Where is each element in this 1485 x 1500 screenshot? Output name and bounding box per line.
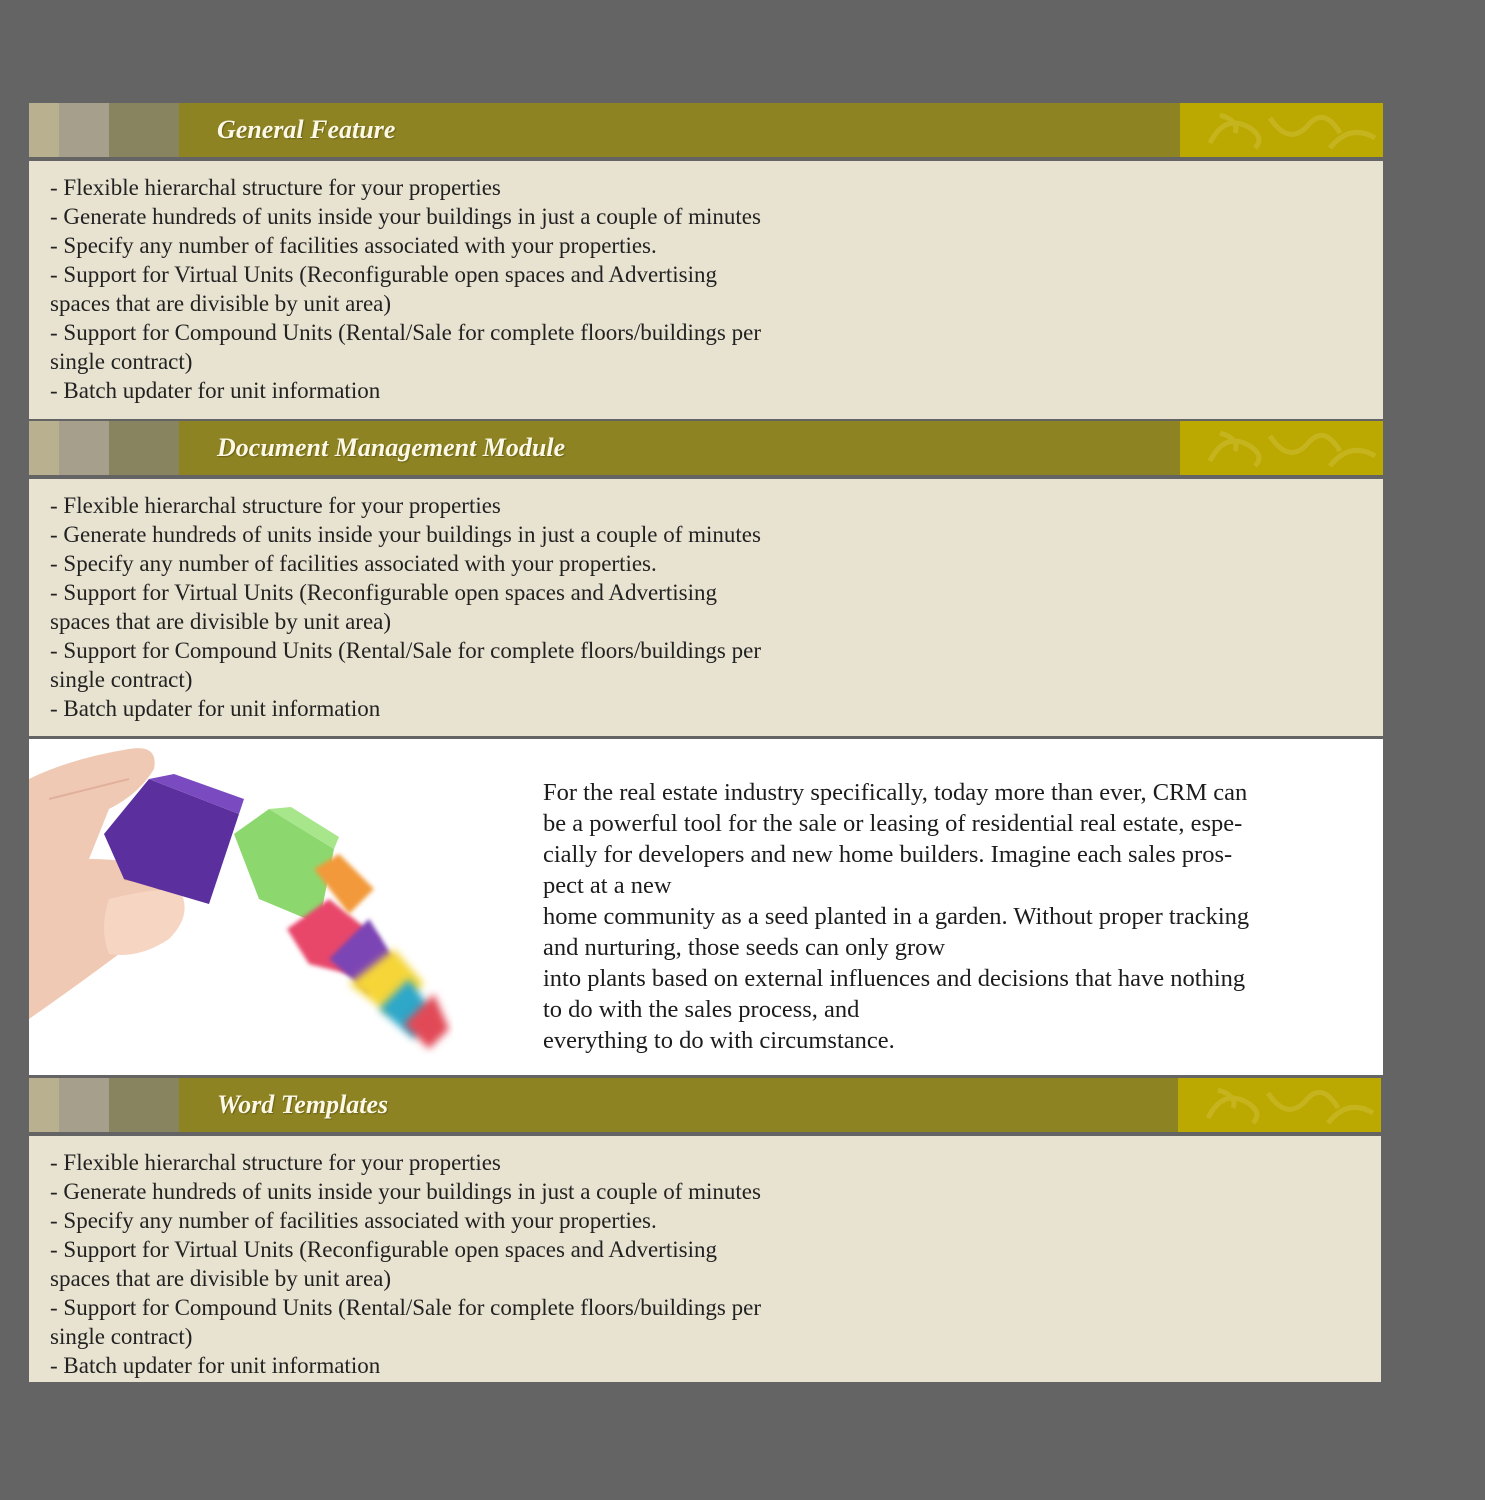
feature-line: - Batch updater for unit information (50, 696, 381, 721)
section-header (29, 1078, 1381, 1132)
section-title: Word Templates (217, 1090, 389, 1119)
feature-line: - Support for Virtual Units (Reconfigurable open spaces and Advertising (50, 1237, 717, 1262)
header-swatch (29, 103, 59, 157)
header-swatch (59, 103, 109, 157)
feature-line: - Specify any number of facilities associated with your properties. (50, 1208, 657, 1233)
feature-line: - Support for Compound Units (Rental/Sale for complete floors/buildings per (50, 320, 761, 345)
section-document-management (29, 421, 1383, 736)
section-header (29, 421, 1383, 475)
section-header (29, 103, 1383, 157)
header-swatch (59, 1078, 109, 1132)
feature-line: - Support for Virtual Units (Reconfigurable open spaces and Advertising (50, 262, 717, 287)
feature-line: - Batch updater for unit information (50, 378, 381, 403)
feature-line: - Flexible hierarchal structure for your properties (50, 175, 501, 200)
paragraph-line: everything to do with circumstance. (543, 1027, 895, 1054)
header-ornament (1180, 421, 1383, 475)
section-body (29, 1136, 1381, 1382)
feature-line: - Support for Compound Units (Rental/Sale for complete floors/buildings per (50, 1295, 761, 1320)
section-body (29, 479, 1383, 736)
feature-line: - Generate hundreds of units inside your buildings in just a couple of minutes (50, 204, 761, 229)
header-swatch (109, 1078, 179, 1132)
header-swatch (109, 103, 179, 157)
feature-paragraph (543, 777, 1309, 1056)
feature-line: spaces that are divisible by unit area) (50, 1266, 392, 1291)
section-general-feature (29, 103, 1383, 419)
feature-line: - Generate hundreds of units inside your buildings in just a couple of minutes (50, 522, 761, 547)
paragraph-line: and nurturing, those seeds can only grow (543, 934, 946, 961)
feature-line: - Batch updater for unit information (50, 1353, 381, 1378)
paragraph-line: For the real estate industry specifically, today more than ever, CRM can (543, 779, 1248, 806)
section-word-templates (29, 1078, 1381, 1382)
header-swatch (29, 1078, 59, 1132)
feature-line: spaces that are divisible by unit area) (50, 609, 392, 634)
feature-line: single contract) (50, 1324, 193, 1349)
paragraph-line: to do with the sales process, and (543, 996, 860, 1023)
section-body (29, 161, 1383, 419)
feature-line: - Generate hundreds of units inside your buildings in just a couple of minutes (50, 1179, 761, 1204)
feature-block (29, 739, 1383, 1075)
section-title: Document Management Module (217, 433, 566, 462)
feature-line: single contract) (50, 667, 193, 692)
feature-line: - Flexible hierarchal structure for your properties (50, 1150, 501, 1175)
feature-line: - Flexible hierarchal structure for your properties (50, 493, 501, 518)
feature-line: - Specify any number of facilities associated with your properties. (50, 551, 657, 576)
paragraph-line: cially for developers and new home builders. Imagine each sales pros- (543, 841, 1233, 868)
paragraph-line: pect at a new (543, 872, 672, 899)
feature-line: - Support for Compound Units (Rental/Sale for complete floors/buildings per (50, 638, 761, 663)
paragraph-line: home community as a seed planted in a garden. Without proper tracking (543, 903, 1250, 930)
header-swatch (109, 421, 179, 475)
header-swatch (29, 421, 59, 475)
section-title: General Feature (217, 115, 396, 144)
feature-line: spaces that are divisible by unit area) (50, 291, 392, 316)
paragraph-line: into plants based on external influences and decisions that have nothing (543, 965, 1246, 992)
feature-line: - Specify any number of facilities associated with your properties. (50, 233, 657, 258)
header-ornament (1180, 103, 1383, 157)
feature-line: single contract) (50, 349, 193, 374)
paragraph-line: be a powerful tool for the sale or leasing of residential real estate, espe- (543, 810, 1243, 837)
header-swatch (59, 421, 109, 475)
header-ornament (1178, 1078, 1381, 1132)
feature-line: - Support for Virtual Units (Reconfigurable open spaces and Advertising (50, 580, 717, 605)
stacked-blocks-image (29, 739, 499, 1075)
